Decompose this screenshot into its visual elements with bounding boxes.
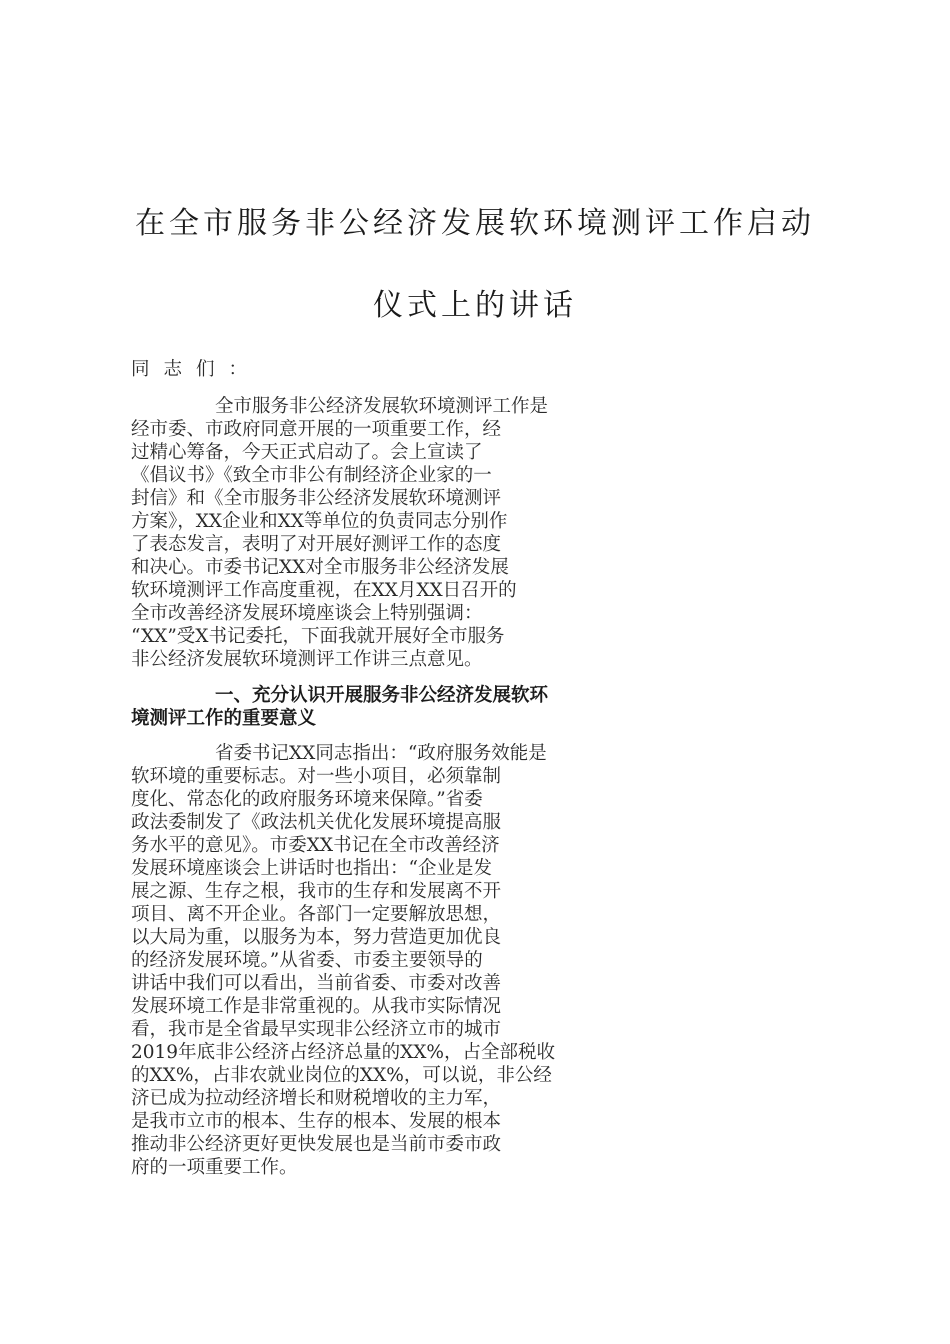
paragraph-2-line: 项目、离不开企业。各部门一定要解放思想， [131,904,502,925]
paragraph-2-line: 是我市立市的根本、生存的根本、发展的根本 [131,1111,502,1132]
document-title-line-2: 仪式上的讲话 [373,288,577,323]
paragraph-1-line: 全市改善经济发展环境座谈会上特别强调： [131,603,483,624]
paragraph-2-line: 政法委制发了《政法机关优化发展环境提高服 [131,812,502,833]
section-heading-1-line: 境测评工作的重要意义 [131,708,317,729]
paragraph-1-line: 非公经济发展软环境测评工作讲三点意见。 [131,649,483,670]
section-heading-1-line: 一、充分认识开展服务非公经济发展软环 [215,685,549,706]
paragraph-1-line: “XX”受X书记委托，下面我就开展好全市服务 [131,626,505,647]
greeting: 同志们： [131,359,262,380]
paragraph-2-line: 发展环境工作是非常重视的。从我市实际情况 [131,996,502,1017]
paragraph-2-line: 的经济发展环境。”从省委、市委主要领导的 [131,950,483,971]
paragraph-1-line: 经市委、市政府同意开展的一项重要工作，经 [131,419,502,440]
paragraph-2-line: 展之源、生存之根，我市的生存和发展离不开 [131,881,502,902]
paragraph-1-line: 软环境测评工作高度重视，在XX月XX日召开的 [131,580,517,601]
paragraph-2-line: 务水平的意见》。市委XX书记在全市改善经济 [131,835,500,856]
paragraph-1-line: 封信》和《全市服务非公经济发展软环境测评 [131,488,502,509]
paragraph-1-line: 全市服务非公经济发展软环境测评工作是 [215,396,549,417]
paragraph-2-line: 府的一项重要工作。 [131,1157,298,1178]
paragraph-2-line: 的XX%，占非农就业岗位的XX%，可以说，非公经 [131,1065,552,1086]
paragraph-1-line: 《倡议书》《致全市非公有制经济企业家的一 [131,465,492,486]
paragraph-2-line: 济已成为拉动经济增长和财税增收的主力军， [131,1088,502,1109]
paragraph-2-line: 看，我市是全省最早实现非公经济立市的城市 [131,1019,502,1040]
paragraph-2-line: 推动非公经济更好更快发展也是当前市委市政 [131,1134,502,1155]
paragraph-2-line: 以大局为重，以服务为本，努力营造更加优良 [131,927,502,948]
paragraph-1-line: 了表态发言，表明了对开展好测评工作的态度 [131,534,502,555]
paragraph-1-line: 过精心筹备，今天正式启动了。会上宣读了 [131,442,483,463]
paragraph-2-line: 2019年底非公经济占经济总量的XX%，占全部税收 [131,1042,556,1063]
paragraph-2-line: 发展环境座谈会上讲话时也指出：“企业是发 [131,858,492,879]
paragraph-1-line: 方案》，XX企业和XX等单位的负责同志分别作 [131,511,508,532]
paragraph-2-line: 讲话中我们可以看出，当前省委、市委对改善 [131,973,502,994]
paragraph-2-line: 度化、常态化的政府服务环境来保障。”省委 [131,789,483,810]
paragraph-2-line: 省委书记XX同志指出：“政府服务效能是 [215,743,547,764]
paragraph-1-line: 和决心。市委书记XX对全市服务非公经济发展 [131,557,509,578]
document-title-line-1: 在全市服务非公经济发展软环境测评工作启动 [135,206,815,241]
paragraph-2-line: 软环境的重要标志。对一些小项目，必须靠制 [131,766,502,787]
